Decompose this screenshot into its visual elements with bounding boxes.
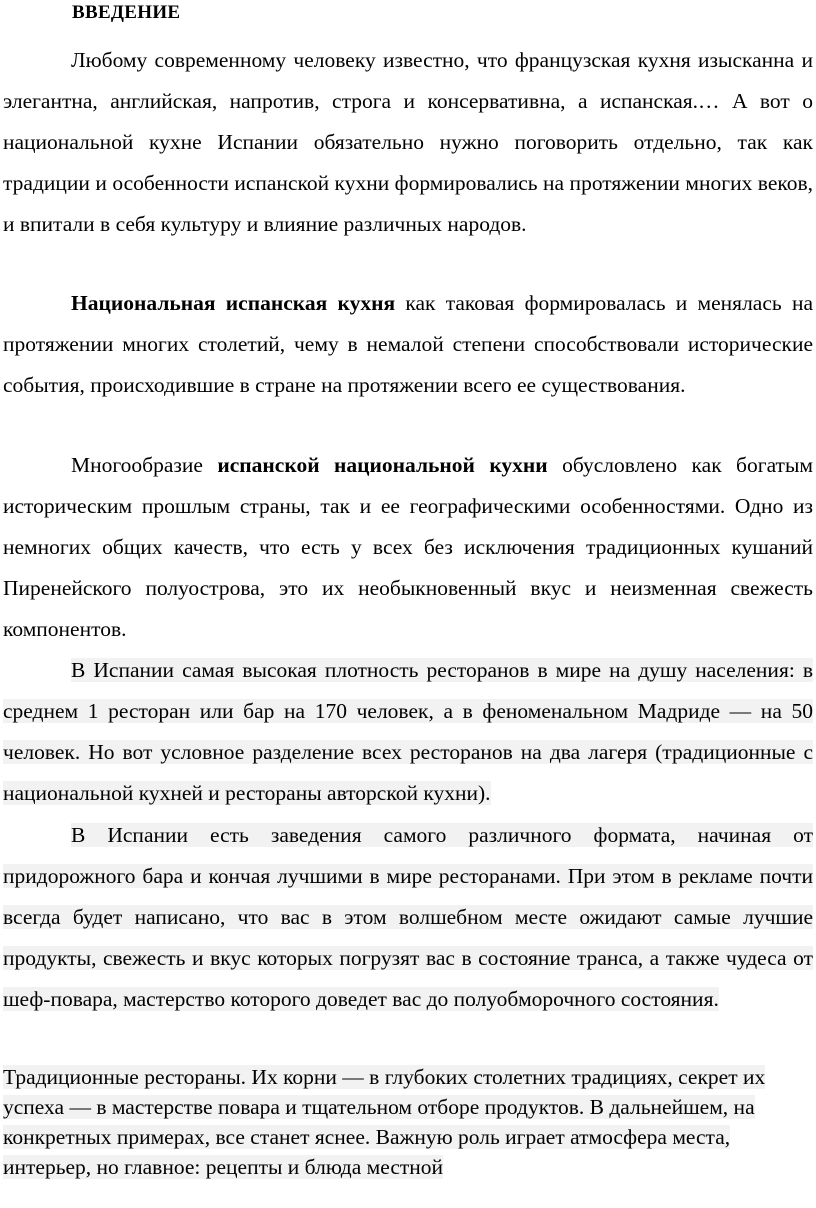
paragraph-diversity-start: Многообразие — [71, 453, 218, 477]
paragraph-national-cuisine-text: как таковая формировалась и менялась на протяжении многих столетий, чему в немалой степени способствовали исторические события, происходившие в стране на протяжении всего ее существования. — [3, 291, 813, 397]
paragraph-national-cuisine — [3, 283, 813, 406]
paragraph-diversity-text: обусловлено как богатым историческим прошлым страны, так и ее географическими особенностями. Одно из немногих общих качеств, что есть у всех без исключения традиционных кушаний Пиренейского полуострова, это их необыкновенный вкус и неизменная свежесть компонентов. — [3, 453, 814, 641]
paragraph-restaurant-density — [3, 650, 813, 814]
page-title: ВВЕДЕНИЕ — [72, 2, 181, 23]
paragraph-traditional-restaurants-text: Традиционные рестораны. Их корни — в глубоких столетних традициях, секрет их успеха — в мастерстве повара и тщательном отборе продуктов. В дальнейшем, на конкретных примерах, все станет яснее. Важную роль играет атмосфера места, интерьер, но главное: рецепты и блюда местной — [3, 1065, 766, 1179]
paragraph-diversity — [3, 445, 813, 650]
paragraph-restaurant-formats-text: В Испании есть заведения самого различного формата, начиная от придорожного бара и кончая лучшими в мире ресторанами. При этом в рекламе почти всегда будет написано, что вас в этом волшебном месте ожидают самые лучшие продукты, свежесть и вкус которых погрузят вас в состояние транса, а также чудеса от шеф-повара, мастерство которого доведет вас до полуобморочного состояния. — [3, 823, 813, 1011]
paragraph-intro: Любому современному человеку известно, что французская кухня изысканна и элегантна, английская, напротив, строга и консервативна, а испанская.… А вот о национальной кухне Испании обязательно нужно поговорить отдельно, так как традиции и особенности испанской кухни формировались на протяжении многих веков, и впитали в себя культуру и влияние различных народов. — [3, 48, 813, 236]
paragraph-restaurant-formats — [3, 815, 813, 1020]
paragraph-restaurant-density-text: В Испании самая высокая плотность ресторанов в мире на душу населения: в среднем 1 ресторан или бар на 170 человек, а в феноменальном Мадриде — на 50 человек. Но вот условное разделение всех ресторанов на два лагеря (традиционные с национальной кухней и рестораны авторской кухни). — [3, 658, 813, 805]
bold-phrase-national-cuisine: Национальная испанская кухня — [71, 291, 396, 315]
paragraph-traditional-restaurants — [3, 1062, 793, 1182]
bold-phrase-spanish-cuisine: испанской национальной кухни — [217, 453, 548, 477]
